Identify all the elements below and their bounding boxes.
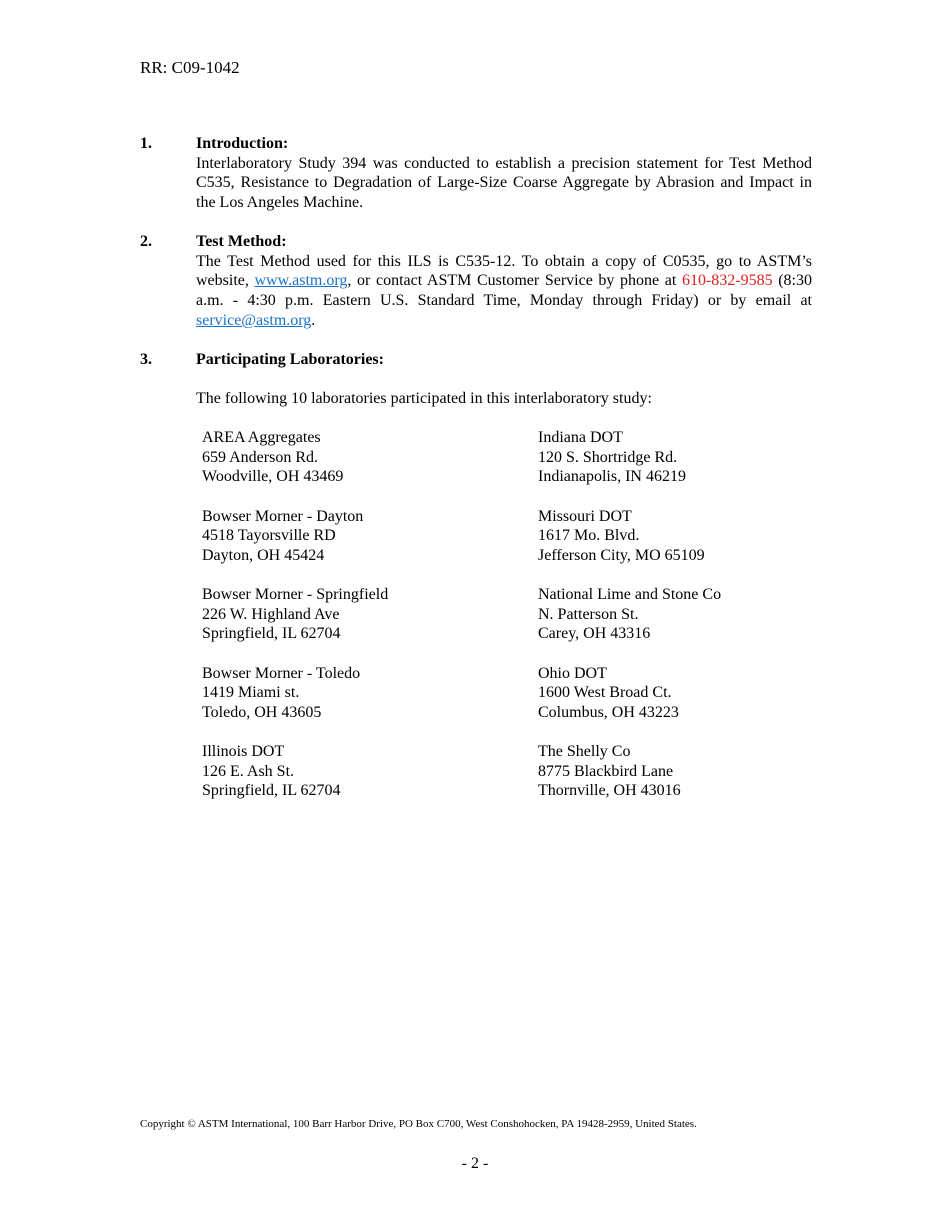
lab-street: 120 S. Shortridge Rd.: [538, 448, 678, 466]
lab-street: 226 W. Highland Ave: [202, 605, 340, 623]
page-number: - 2 -: [461, 1155, 489, 1172]
text-segment: The Test Method used for this ILS is C535-12. To obtain a copy of C0535, go to ASTM’s website,: [196, 252, 812, 290]
lab-name: Illinois DOT: [202, 743, 285, 760]
phone-number: 610-832-9585: [681, 272, 773, 290]
section-number: 2.: [140, 233, 152, 250]
lab-entry: [202, 585, 522, 664]
labs-right-column: [538, 428, 858, 821]
section-title: Introduction:: [196, 135, 289, 152]
lab-entry: [202, 507, 522, 586]
lab-entry: [202, 664, 522, 743]
lab-name: Missouri DOT: [538, 507, 632, 525]
lab-name: Ohio DOT: [538, 664, 607, 682]
lab-name: Bowser Morner - Toledo: [202, 664, 361, 682]
report-id: RR: C09-1042: [140, 58, 240, 77]
lab-street: 659 Anderson Rd.: [202, 448, 318, 466]
email-link[interactable]: service@astm.org: [196, 311, 312, 329]
lab-city: Thornville, OH 43016: [538, 782, 681, 800]
lab-street: N. Patterson St.: [538, 605, 639, 623]
section-number: 1.: [140, 135, 152, 152]
copyright-notice: Copyright © ASTM International, 100 Barr Harbor Drive, PO Box C700, West Conshohocken, PA 19428-2959, United States.: [140, 1118, 697, 1130]
section-title: Participating Laboratories:: [196, 351, 384, 368]
lab-city: Springfield, IL 62704: [202, 782, 341, 800]
lab-name: Bowser Morner - Springfield: [202, 586, 389, 603]
lab-entry: [538, 742, 858, 821]
section-number: 3.: [140, 351, 152, 368]
lab-street: 1419 Miami st.: [202, 684, 300, 702]
lab-city: Indianapolis, IN 46219: [538, 468, 686, 486]
text-segment: , or contact ASTM Customer Service by phone at: [347, 272, 682, 290]
lab-street: 4518 Tayorsville RD: [202, 527, 336, 545]
lab-name: Bowser Morner - Dayton: [202, 507, 364, 525]
lab-entry: [538, 585, 858, 664]
lab-city: Dayton, OH 45424: [202, 546, 325, 564]
lab-name: The Shelly Co: [538, 743, 631, 760]
lab-city: Columbus, OH 43223: [538, 703, 679, 721]
lab-entry: [202, 428, 522, 507]
section-text: [196, 252, 812, 331]
lab-street: 1617 Mo. Blvd.: [538, 527, 640, 545]
lab-city: Jefferson City, MO 65109: [538, 546, 705, 564]
section-title: Test Method:: [196, 233, 287, 250]
website-link[interactable]: www.astm.org: [254, 272, 348, 290]
lab-street: 1600 West Broad Ct.: [538, 684, 672, 702]
lab-city: Woodville, OH 43469: [202, 468, 344, 486]
text-segment: (8:30 a.m. - 4:30 p.m. Eastern U.S. Standard Time, Monday through Friday) or by email at: [196, 272, 813, 310]
lab-city: Springfield, IL 62704: [202, 625, 341, 643]
lab-street: 8775 Blackbird Lane: [538, 762, 674, 780]
text-segment: .: [311, 311, 316, 329]
section-text: Interlaboratory Study 394 was conducted to establish a precision statement for Test Method C535, Resistance to Degradation of Large-Size Coarse Aggregate by Abrasion and Impact in the Los Angeles Machine.: [196, 154, 812, 212]
lab-name: Indiana DOT: [538, 429, 623, 446]
labs-left-column: [202, 428, 522, 821]
lab-entry: [202, 742, 522, 821]
labs-intro: The following 10 laboratories participated in this interlaboratory study:: [196, 390, 652, 407]
lab-entry: [538, 664, 858, 743]
lab-name: AREA Aggregates: [202, 429, 321, 446]
lab-entry: [538, 428, 858, 507]
lab-city: Carey, OH 43316: [538, 625, 651, 643]
lab-city: Toledo, OH 43605: [202, 703, 322, 721]
lab-entry: [538, 507, 858, 586]
lab-name: National Lime and Stone Co: [538, 586, 722, 603]
lab-street: 126 E. Ash St.: [202, 762, 295, 780]
